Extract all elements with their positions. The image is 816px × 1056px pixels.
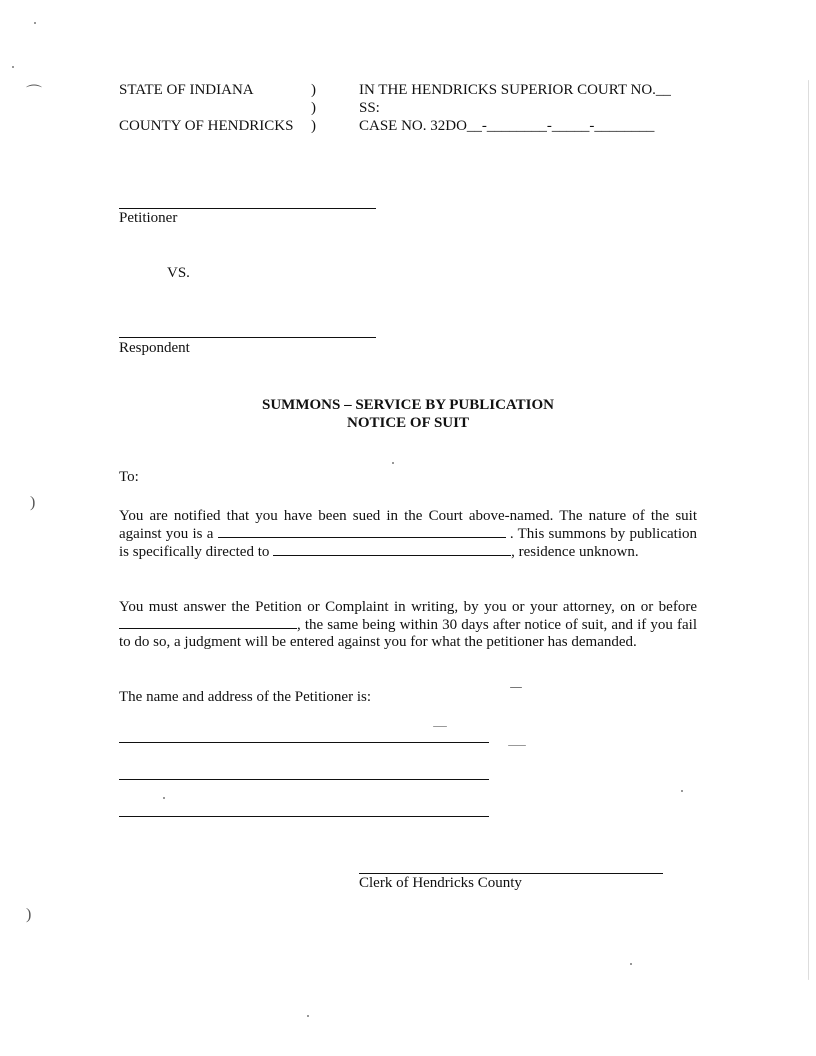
scan-speck [433,726,447,727]
document-subtitle: NOTICE OF SUIT [347,415,469,431]
petitioner-address-label: The name and address of the Petitioner is: [119,689,372,705]
scan-speck [163,797,165,799]
respondent-directed-blank[interactable] [273,543,511,556]
caption-paren: ) [311,100,316,116]
notice-text: . This summons by publication is specifically directed to [119,526,698,560]
notice-text: , residence unknown. [511,544,639,560]
caption-county: COUNTY OF HENDRICKS [119,118,294,134]
scan-mark-decoration: ⌒ [26,85,43,102]
suit-nature-blank[interactable] [218,525,506,538]
caption-paren: ) [311,118,316,134]
petitioner-address-line-3[interactable] [119,816,489,817]
scan-mark-decoration: ) [30,494,36,511]
scan-mark-decoration: ) [26,906,32,923]
scan-edge [808,80,809,980]
caption-state: STATE OF INDIANA [119,82,254,98]
notice-text: You are notified that you have been sued in the Court above-named. The nature of the suit against you is a [119,508,697,542]
notice-paragraph [119,508,697,561]
respondent-name-line[interactable] [119,337,376,338]
scan-speck [12,66,14,68]
document-title: SUMMONS – SERVICE BY PUBLICATION [261,397,554,413]
scan-speck [34,22,36,24]
petitioner-address-line-2[interactable] [119,779,489,780]
caption-ss: SS: [359,100,380,116]
scan-speck [510,687,522,688]
caption-court: IN THE HENDRICKS SUPERIOR COURT NO.__ [359,82,671,98]
answer-text: , the same being within 30 days after notice of suit, and if you fail to do so, a judgment will be entered against you for what the petitioner has demanded. [119,617,697,650]
scan-speck [630,963,632,965]
caption-case-number: CASE NO. 32DO__-________-_____-________ [359,118,655,134]
scan-speck [307,1015,309,1017]
scan-speck [392,462,394,464]
scan-speck [681,790,683,792]
answer-text: You must answer the Petition or Complaint in writing, by you or your attorney, on or before [119,599,697,615]
petitioner-address-line-1[interactable] [119,742,489,743]
answer-paragraph [119,599,697,651]
scan-speck [508,745,526,746]
respondent-label: Respondent [119,340,190,356]
caption-paren: ) [311,82,316,98]
answer-date-blank[interactable] [119,616,297,629]
clerk-label: Clerk of Hendricks County [359,875,522,891]
clerk-signature-line[interactable] [359,873,663,874]
versus-label: VS. [167,265,190,281]
to-label: To: [119,469,139,485]
petitioner-name-line[interactable] [119,208,376,209]
petitioner-label: Petitioner [119,210,178,226]
